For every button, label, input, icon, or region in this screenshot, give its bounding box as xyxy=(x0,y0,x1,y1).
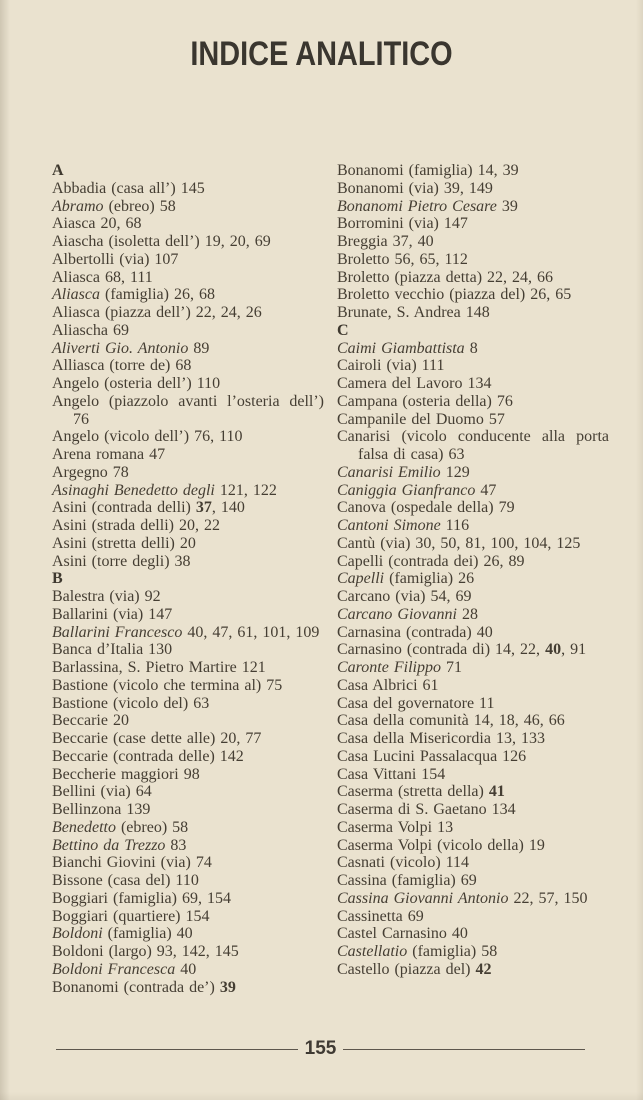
entry-text: Cassinetta 69 xyxy=(337,907,424,925)
entry-text: Arena romana 47 xyxy=(52,446,166,463)
entry-text: Bastione (vicolo che termina al) 75 xyxy=(52,676,283,694)
entry-text: 39 xyxy=(496,197,518,215)
entry-text: Angelo (osteria dell’) 110 xyxy=(52,375,221,392)
entry-headword-italic: Ballarini Francesco xyxy=(52,623,183,641)
entry-text: 28 xyxy=(456,605,478,623)
entry-text: 89 xyxy=(188,339,210,357)
index-entry xyxy=(337,198,609,216)
index-entry xyxy=(52,482,324,500)
entry-text: (famiglia) 26 xyxy=(384,570,475,588)
page-title: INDICE ANALITICO xyxy=(190,35,453,73)
index-entry xyxy=(52,695,324,713)
index-entry xyxy=(52,624,324,642)
page-footer xyxy=(56,1038,585,1060)
index-entry xyxy=(52,535,324,553)
entry-text: Canova (ospedale della) 79 xyxy=(337,499,515,517)
entry-text: Barlassina, S. Pietro Martire 121 xyxy=(52,659,266,676)
footer-rule-right xyxy=(343,1049,585,1050)
entry-text: Casa del governatore 11 xyxy=(337,694,495,712)
index-entry xyxy=(52,677,324,695)
index-entry xyxy=(337,908,609,926)
index-entry xyxy=(337,357,609,375)
entry-text: Borromini (via) 147 xyxy=(337,215,468,233)
entry-text: Beccarie (case dette alle) 20, 77 xyxy=(52,730,262,747)
index-entry xyxy=(337,162,609,180)
index-entry xyxy=(52,375,324,393)
index-entry xyxy=(337,553,609,571)
index-entry xyxy=(52,819,324,837)
index-entry xyxy=(52,766,324,784)
index-entry xyxy=(337,233,609,251)
index-entry xyxy=(52,943,324,961)
entry-text: , 91 xyxy=(561,641,587,659)
page-ref-bold: 41 xyxy=(488,783,505,801)
index-entry xyxy=(52,393,324,429)
entry-headword-italic: Aliasca xyxy=(52,286,100,304)
index-column-left xyxy=(52,162,324,996)
entry-text: Balestra (via) 92 xyxy=(52,588,161,605)
index-entry xyxy=(337,535,609,553)
entry-text: Broletto 56, 65, 112 xyxy=(337,250,468,268)
index-entry xyxy=(52,446,324,464)
entry-text: Boggiari (famiglia) 69, 154 xyxy=(52,889,231,907)
index-entry xyxy=(337,215,609,233)
section-letter: C xyxy=(337,321,349,339)
index-column-right xyxy=(337,162,609,996)
entry-text: Carnasina (contrada) 40 xyxy=(337,623,493,641)
index-entry xyxy=(337,925,609,943)
entry-text: Cassina (famiglia) 69 xyxy=(337,872,477,889)
index-entry xyxy=(337,304,609,322)
entry-text: Breggia 37, 40 xyxy=(337,233,434,250)
index-entry xyxy=(52,269,324,287)
index-entry xyxy=(52,286,324,304)
entry-text: Banca d’Italia 130 xyxy=(52,641,173,659)
entry-text: Angelo (vicolo dell’) 76, 110 xyxy=(52,428,243,446)
entry-headword-italic: Bettino da Trezzo xyxy=(52,836,166,854)
index-entry xyxy=(337,801,609,819)
entry-text: Bastione (vicolo del) 63 xyxy=(52,694,210,712)
index-entry xyxy=(52,908,324,926)
index-entry xyxy=(337,375,609,393)
index-entry xyxy=(337,340,609,358)
index-entry xyxy=(337,393,609,411)
index-entry xyxy=(52,180,324,198)
index-entry xyxy=(52,872,324,890)
index-entry xyxy=(337,269,609,287)
entry-text: 83 xyxy=(165,836,187,854)
entry-headword-italic: Castellatio xyxy=(337,943,408,960)
entry-text: Capelli (contrada dei) 26, 89 xyxy=(337,552,525,570)
index-entry xyxy=(52,641,324,659)
entry-text: Caserma di S. Gaetano 134 xyxy=(337,801,516,818)
entry-text: Caserma Volpi 13 xyxy=(337,818,454,836)
page-ref-bold: 37 xyxy=(195,499,212,517)
index-entry xyxy=(337,251,609,269)
entry-text: Beccarie (contrada delle) 142 xyxy=(52,747,244,765)
index-entry xyxy=(52,517,324,535)
entry-text: , 140 xyxy=(211,499,245,517)
entry-headword-italic: Canarisi Emilio xyxy=(337,463,441,481)
entry-text: Bonanomi (contrada de’) xyxy=(52,978,220,996)
index-entry xyxy=(337,837,609,855)
index-entry xyxy=(337,624,609,642)
index-entry xyxy=(52,357,324,375)
index-entry xyxy=(337,943,609,961)
index-entry xyxy=(337,712,609,730)
entry-text: Bellinzona 139 xyxy=(52,801,151,818)
index-entry xyxy=(52,340,324,358)
entry-text: Bonanomi (famiglia) 14, 39 xyxy=(337,162,519,179)
entry-headword-italic: Abramo xyxy=(52,197,104,215)
entry-text: (ebreo) 58 xyxy=(103,197,176,215)
entry-text: Camera del Lavoro 134 xyxy=(337,375,492,392)
entry-text: Carnasino (contrada di) 14, 22, xyxy=(337,641,546,659)
entry-text: Asini (torre degli) 38 xyxy=(52,552,191,570)
entry-headword-italic: Boldoni xyxy=(52,925,103,943)
entry-text: 116 xyxy=(440,517,470,534)
index-entry xyxy=(337,641,609,659)
entry-text: Cantù (via) 30, 50, 81, 100, 104, 125 xyxy=(337,534,581,552)
index-entry xyxy=(52,925,324,943)
index-entry xyxy=(337,872,609,890)
entry-text: Castel Carnasino 40 xyxy=(337,925,468,943)
entry-text: 40, 47, 61, 101, 109 xyxy=(182,623,320,641)
index-entry xyxy=(337,180,609,198)
entry-text: Angelo (piazzolo avanti l’osteria dell’) 76 xyxy=(52,392,324,428)
index-entry xyxy=(337,819,609,837)
entry-text: 121, 122 xyxy=(214,481,277,499)
entry-headword-italic: Benedetto xyxy=(52,818,116,836)
entry-headword-italic: Bonanomi Pietro Cesare xyxy=(337,197,497,215)
index-entry xyxy=(337,961,609,979)
index-entry xyxy=(337,588,609,606)
entry-headword-italic: Capelli xyxy=(337,570,385,588)
index-entry xyxy=(337,890,609,908)
index-entry xyxy=(337,517,609,535)
page-ref-bold: 42 xyxy=(475,960,492,978)
entry-headword-italic: Boldoni Francesca xyxy=(52,960,176,978)
entry-headword-italic: Carcano Giovanni xyxy=(337,605,457,623)
entry-text: Caserma Volpi (vicolo della) 19 xyxy=(337,836,545,854)
entry-text: Casa Albrici 61 xyxy=(337,676,439,694)
entry-text: (ebreo) 58 xyxy=(115,818,189,836)
entry-text: Broletto vecchio (piazza del) 26, 65 xyxy=(337,286,572,304)
entry-text: Aiascha (isoletta dell’) 19, 20, 69 xyxy=(52,233,271,250)
index-entry xyxy=(52,215,324,233)
entry-headword-italic: Asinaghi Benedetto degli xyxy=(52,481,215,499)
entry-text: Asini (stretta delli) 20 xyxy=(52,534,196,552)
index-entry xyxy=(52,961,324,979)
section-letter: B xyxy=(52,570,63,588)
entry-text: Brunate, S. Andrea 148 xyxy=(337,304,490,321)
entry-text: Argegno 78 xyxy=(52,463,129,481)
index-entry xyxy=(337,464,609,482)
index-entry xyxy=(337,411,609,429)
index-entry xyxy=(52,304,324,322)
entry-text: 22, 57, 150 xyxy=(508,889,588,907)
entry-text: Aliasca (piazza dell’) 22, 24, 26 xyxy=(52,304,262,321)
entry-text: Casa Lucini Passalacqua 126 xyxy=(337,747,527,765)
entry-text: Casa della Misericordia 13, 133 xyxy=(337,730,545,747)
entry-text: (famiglia) 58 xyxy=(407,943,498,960)
entry-text: Casa della comunità 14, 18, 46, 66 xyxy=(337,712,565,730)
index-entry xyxy=(337,730,609,748)
entry-headword-italic: Cassina Giovanni Antonio xyxy=(337,889,509,907)
entry-text: Caserma (stretta della) xyxy=(337,783,489,801)
entry-text: Casa Vittani 154 xyxy=(337,765,446,783)
entry-text: (famiglia) 40 xyxy=(102,925,193,943)
index-entry xyxy=(52,801,324,819)
entry-text: Boldoni (largo) 93, 142, 145 xyxy=(52,943,239,960)
entry-text: Bissone (casa del) 110 xyxy=(52,872,199,889)
index-entry xyxy=(52,322,324,340)
index-entry xyxy=(52,783,324,801)
entry-text: Campana (osteria della) 76 xyxy=(337,392,513,410)
index-columns xyxy=(52,162,610,996)
index-entry xyxy=(52,748,324,766)
entry-text: Bellini (via) 64 xyxy=(52,783,152,801)
entry-text: 129 xyxy=(440,463,470,481)
entry-text: Casnati (vicolo) 114 xyxy=(337,854,470,872)
entry-headword-italic: Cantoni Simone xyxy=(337,517,441,534)
entry-headword-italic: Caniggia Gianfranco xyxy=(337,481,476,499)
index-entry xyxy=(52,588,324,606)
index-entry xyxy=(337,286,609,304)
entry-text: Campanile del Duomo 57 xyxy=(337,410,505,428)
entry-text: Aliascha 69 xyxy=(52,321,129,339)
entry-headword-italic: Aliverti Gio. Antonio xyxy=(52,339,189,357)
index-entry xyxy=(52,659,324,677)
index-entry xyxy=(337,677,609,695)
entry-text: Aliasca 68, 111 xyxy=(52,268,153,286)
index-entry xyxy=(52,730,324,748)
entry-text: 47 xyxy=(475,481,497,499)
index-entry xyxy=(337,748,609,766)
entry-text: Bianchi Giovini (via) 74 xyxy=(52,854,212,872)
entry-headword-italic: Caimi Giambattista xyxy=(337,339,465,357)
entry-text: Asini (contrada delli) xyxy=(52,499,196,517)
entry-text: Beccherie maggiori 98 xyxy=(52,765,200,783)
index-entry xyxy=(52,553,324,571)
index-entry xyxy=(52,606,324,624)
index-entry xyxy=(337,766,609,784)
index-entry xyxy=(52,464,324,482)
entry-text: Asini (strada delli) 20, 22 xyxy=(52,517,220,534)
entry-text: Abbadia (casa all’) 145 xyxy=(52,179,205,197)
index-entry xyxy=(337,783,609,801)
page-ref-bold: 40 xyxy=(545,641,562,659)
entry-text: 40 xyxy=(175,960,197,978)
page-number: 155 xyxy=(304,1038,337,1059)
index-entry xyxy=(52,890,324,908)
entry-text: Cairoli (via) 111 xyxy=(337,357,445,375)
entry-text: Boggiari (quartiere) 154 xyxy=(52,907,210,925)
entry-headword-italic: Caronte Filippo xyxy=(337,659,441,676)
index-entry xyxy=(52,499,324,517)
entry-text: Alliasca (torre de) 68 xyxy=(52,357,192,375)
index-entry xyxy=(52,251,324,269)
entry-text: Beccarie 20 xyxy=(52,712,129,730)
entry-text: Aiasca 20, 68 xyxy=(52,215,142,233)
entry-text: Carcano (via) 54, 69 xyxy=(337,588,472,605)
entry-text: Castello (piazza del) xyxy=(337,960,476,978)
entry-text: Albertolli (via) 107 xyxy=(52,250,179,268)
entry-text: (famiglia) 26, 68 xyxy=(100,286,215,304)
section-letter: A xyxy=(52,162,64,179)
index-entry xyxy=(337,428,609,464)
index-entry xyxy=(52,712,324,730)
index-entry xyxy=(52,979,324,997)
index-entry xyxy=(337,570,609,588)
index-entry xyxy=(337,606,609,624)
index-entry xyxy=(52,854,324,872)
entry-text: Ballarini (via) 147 xyxy=(52,605,173,623)
index-entry xyxy=(52,837,324,855)
entry-text: Broletto (piazza detta) 22, 24, 66 xyxy=(337,268,554,286)
footer-rule-left xyxy=(56,1049,298,1050)
entry-text: Canarisi (vicolo conducente alla porta falsa di casa) 63 xyxy=(337,428,609,463)
index-entry xyxy=(337,482,609,500)
page-ref-bold: 39 xyxy=(219,978,236,996)
index-entry xyxy=(52,233,324,251)
index-entry xyxy=(337,854,609,872)
index-entry xyxy=(52,198,324,216)
index-entry xyxy=(337,659,609,677)
index-entry xyxy=(52,428,324,446)
entry-text: Bonanomi (via) 39, 149 xyxy=(337,179,493,197)
index-entry xyxy=(337,695,609,713)
entry-text: 8 xyxy=(464,339,478,357)
entry-text: 71 xyxy=(440,659,462,676)
index-entry xyxy=(337,499,609,517)
